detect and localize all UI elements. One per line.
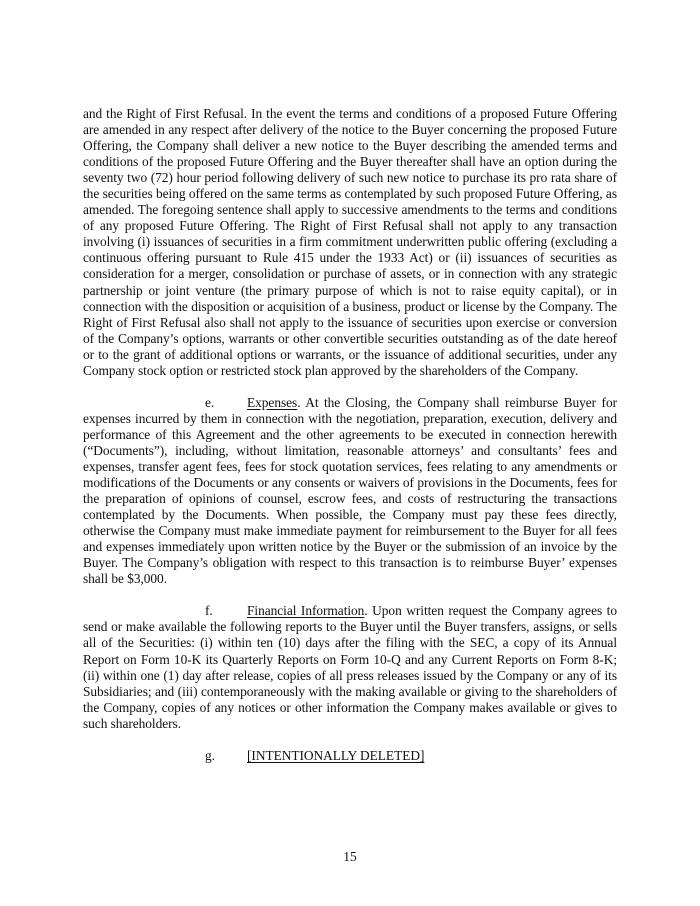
section-letter: g. <box>205 747 215 763</box>
section-f-financial-information <box>83 603 617 731</box>
section-text: . At the Closing, the Company shall reimburse Buyer for expenses incurred by them in connection with the negotiation, preparation, execution, delivery and performance of this Agreement and the other agreements to be executed in connection herewith (“Documents”), including, without limitation, reasonable attorneys’ and consultants’ fees and expenses, transfer agent fees, fees for stock quotation services, fees relating to any amendments or modifications of the Documents or any consents or waivers of provisions in the Documents, fees for the preparation of opinions of counsel, escrow fees, and costs of restructuring the transactions contemplated by the Documents. When possible, the Company must pay these fees directly, otherwise the Company must make immediate payment for reimbursement to the Buyer for all fees and expenses immediately upon written notice by the Buyer or the submission of an invoice by the Buyer. The Company’s obligation with respect to this transaction is to reimburse Buyer’ expenses shall be $3,000. <box>83 394 617 587</box>
section-text: . Upon written request the Company agrees to send or make available the following reports to the Buyer until the Buyer transfers, assigns, or sells all of the Securities: (i) within ten (10) days after the filing with the SEC, a copy of its Annual Report on Form 10-K its Quarterly Reports on Form 10-Q and any Current Reports on Form 8-K; (ii) within one (1) day after release, copies of all press releases issued by the Company or any of its Subsidiaries; and (iii) contemporaneously with the making available or giving to the shareholders of the Company, copies of any notices or other information the Company makes available or gives to such shareholders. <box>83 603 617 731</box>
section-letter: f. <box>205 603 213 619</box>
page-number: 15 <box>343 849 357 864</box>
continued-paragraph: and the Right of First Refusal. In the event the terms and conditions of a proposed Future Offering are amended in any respect after delivery of the notice to the Buyer concerning the proposed Future Offering, the Company shall deliver a new notice to the Buyer describing the amended terms and conditions of the proposed Future Offering and the Buyer thereafter shall have an option during the seventy two (72) hour period following delivery of such new notice to purchase its pro rata share of the securities being offered on the same terms as contemplated by such proposed Future Offering, as amended. The foregoing sentence shall apply to successive amendments to the terms and conditions of any proposed Future Offering. The Right of First Refusal shall not apply to any transaction involving (i) issuances of securities in a firm commitment underwritten public offering (excluding a continuous offering pursuant to Rule 415 under the 1933 Act) or (ii) issuances of securities as consideration for a merger, consolidation or purchase of assets, or in connection with any strategic partnership or joint venture (the primary purpose of which is not to raise equity capital), or in connection with the disposition or acquisition of a business, product or license by the Company. The Right of First Refusal also shall not apply to the issuance of securities upon exercise or conversion of the Company’s options, warrants or other convertible securities outstanding as of the date hereof or to the grant of additional options or warrants, or the issuance of additional securities, under any Company stock option or restricted stock plan approved by the shareholders of the Company. <box>83 106 617 378</box>
section-title: [INTENTIONALLY DELETED] <box>247 747 425 763</box>
section-e-expenses <box>83 395 617 588</box>
section-g-deleted <box>83 748 617 764</box>
document-body <box>83 106 617 764</box>
section-title: Expenses <box>247 394 298 410</box>
section-letter: e. <box>205 394 215 410</box>
section-title: Financial Information <box>247 603 365 619</box>
